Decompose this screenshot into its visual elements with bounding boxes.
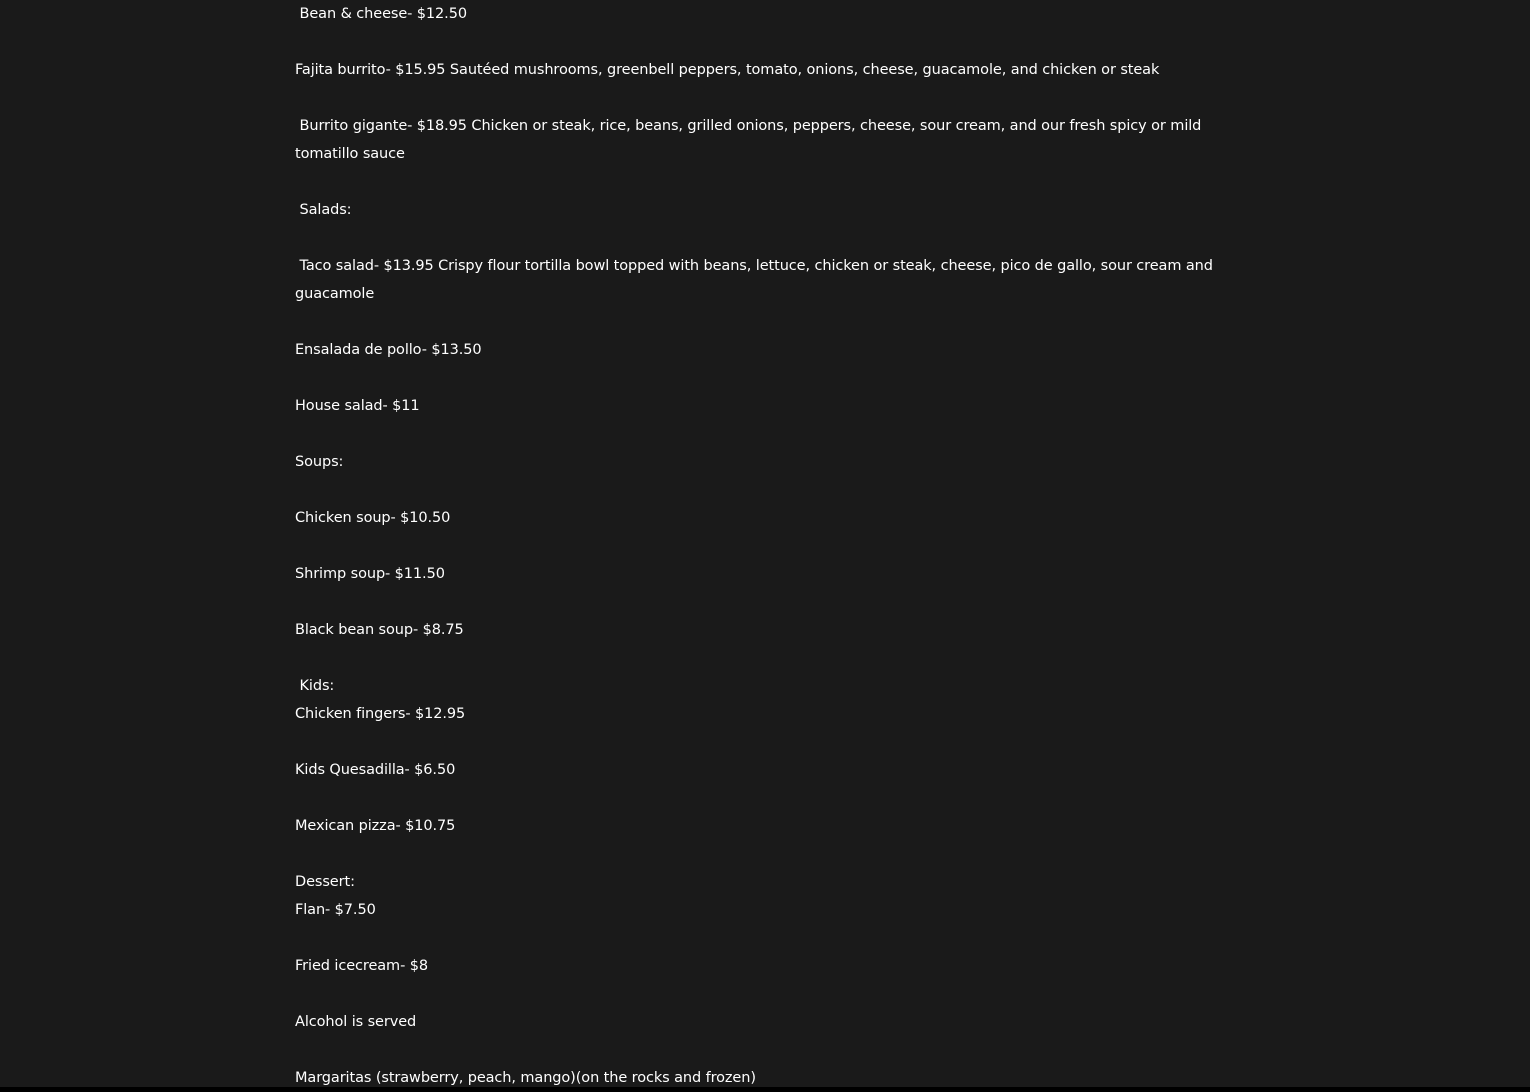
- menu-item-margaritas: Margaritas (strawberry, peach, mango)(on the rocks and frozen): [295, 1070, 756, 1086]
- menu-item-black-bean-soup: Black bean soup- $8.75: [295, 622, 464, 638]
- menu-item-fajita-burrito: Fajita burrito- $15.95 Sautéed mushrooms, greenbell peppers, tomato, onions, cheese, guacamole, and chicken or steak: [295, 62, 1160, 78]
- section-heading-dessert: Dessert:: [295, 874, 355, 890]
- bottom-divider: [0, 1087, 1530, 1092]
- menu-item-flan: Flan- $7.50: [295, 902, 376, 918]
- section-heading-soups: Soups:: [295, 454, 344, 470]
- menu-item-burrito-gigante: Burrito gigante- $18.95 Chicken or steak, rice, beans, grilled onions, peppers, cheese, sour cream, and our fresh spicy or mild tomatillo sauce: [295, 118, 1206, 162]
- menu-item-bean-cheese: Bean & cheese- $12.50: [295, 6, 467, 22]
- menu-text-block: [295, 0, 1230, 1092]
- menu-item-mexican-pizza: Mexican pizza- $10.75: [295, 818, 456, 834]
- menu-item-chicken-soup: Chicken soup- $10.50: [295, 510, 451, 526]
- menu-item-kids-quesadilla: Kids Quesadilla- $6.50: [295, 762, 456, 778]
- menu-item-chicken-fingers: Chicken fingers- $12.95: [295, 706, 466, 722]
- section-heading-salads: Salads:: [295, 202, 352, 218]
- menu-item-fried-icecream: Fried icecream- $8: [295, 958, 428, 974]
- menu-item-taco-salad: Taco salad- $13.95 Crispy flour tortilla bowl topped with beans, lettuce, chicken or steak, cheese, pico de gallo, sour cream and guacamole: [295, 258, 1218, 302]
- menu-item-shrimp-soup: Shrimp soup- $11.50: [295, 566, 445, 582]
- section-heading-kids: Kids:: [295, 678, 335, 694]
- menu-item-house-salad: House salad- $11: [295, 398, 420, 414]
- menu-item-ensalada-de-pollo: Ensalada de pollo- $13.50: [295, 342, 482, 358]
- note-alcohol-served: Alcohol is served: [295, 1014, 417, 1030]
